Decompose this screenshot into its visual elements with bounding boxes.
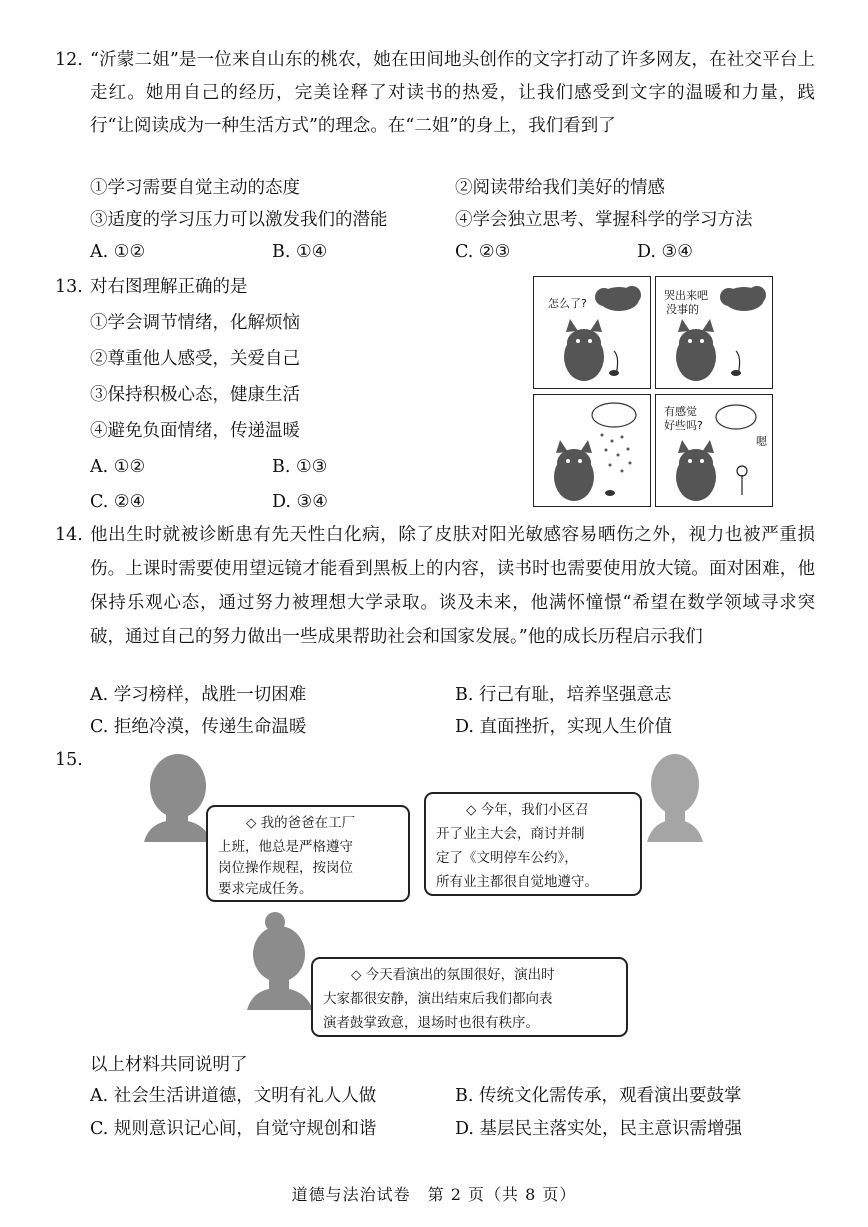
bubble-line: 要求完成任务。 — [218, 881, 313, 897]
item-4: ④学会独立思考、掌握科学的学习方法 — [455, 210, 753, 230]
question-stem: 对右图理解正确的是 — [90, 277, 248, 297]
option-a[interactable]: A. ①② — [90, 242, 146, 262]
item-4: ④避免负面情绪，传递温暖 — [90, 421, 300, 441]
option-b[interactable]: B. 行己有耻，培养坚强意志 — [455, 685, 672, 705]
question-14 — [55, 518, 815, 654]
bubble-line: 开了业主大会，商讨并制 — [436, 826, 585, 842]
bubble-line: ◇ 今年，我们小区召 — [466, 802, 589, 818]
comic-strip — [533, 276, 773, 508]
item-3: ③适度的学习压力可以激发我们的潜能 — [90, 210, 388, 230]
woman-silhouette-icon — [245, 910, 317, 1010]
question-12 — [55, 44, 815, 143]
speech-bubble-2 — [424, 792, 642, 896]
question-stem: “沂蒙二姐”是一位来自山东的桃农，她在田间地头创作的文字打动了许多网友，在社交平台上走红。她用自己的经历，完美诠释了对读书的热爱，让我们感受到文字的温暖和力量，践行“让阅读成为一种生活方式”的理念。在“二姐”的身上，我们看到了 — [90, 50, 815, 136]
option-a[interactable]: A. 社会生活讲道德，文明有礼人人做 — [90, 1086, 377, 1106]
rain-cloud-cat-icon — [534, 395, 650, 506]
option-c[interactable]: C. ②③ — [455, 242, 511, 262]
bubble-line: 岗位操作规程，按岗位 — [218, 860, 353, 876]
bubble-line: 所有业主都很自觉地遵守。 — [436, 874, 598, 890]
bubble-line: ◇ 今天看演出的氛围很好，演出时 — [351, 967, 555, 983]
item-2: ②尊重他人感受，关爱自己 — [90, 349, 300, 369]
speech-text: 嗯 — [756, 435, 767, 448]
question-number: 13. — [55, 277, 83, 297]
option-a[interactable]: A. 学习榜样，战胜一切困难 — [90, 685, 307, 705]
speech-bubble-1 — [206, 805, 410, 902]
option-d[interactable]: D. 直面挫折，实现人生价值 — [455, 717, 673, 737]
option-b[interactable]: B. 传统文化需传承，观看演出要鼓掌 — [455, 1086, 742, 1106]
option-c[interactable]: C. 规则意识记心间，自觉守规创和谐 — [90, 1119, 377, 1139]
bubble-line: 大家都很安静，演出结束后我们都向表 — [323, 991, 553, 1007]
comic-panel-1 — [533, 276, 651, 389]
option-d[interactable]: D. 基层民主落实处，民主意识需增强 — [455, 1119, 743, 1139]
question-stem: 以上材料共同说明了 — [90, 1055, 248, 1075]
speech-text: 有感觉 — [664, 405, 697, 418]
comic-panel-4 — [655, 394, 773, 507]
speech-text: 好些吗? — [664, 419, 703, 432]
speech-bubble-3 — [311, 957, 628, 1037]
option-d[interactable]: D. ③④ — [637, 242, 693, 262]
question-number: 12. — [55, 50, 83, 70]
option-a[interactable]: A. ①② — [90, 457, 146, 477]
comic-panel-3 — [533, 394, 651, 507]
option-c[interactable]: C. ②④ — [90, 492, 146, 512]
bubble-line: ◇ 我的爸爸在工厂 — [246, 815, 356, 831]
question-number: 15. — [55, 750, 83, 770]
item-1: ①学会调节情绪，化解烦恼 — [90, 313, 300, 333]
item-3: ③保持积极心态，健康生活 — [90, 385, 300, 405]
item-1: ①学习需要自觉主动的态度 — [90, 178, 300, 198]
option-d[interactable]: D. ③④ — [272, 492, 328, 512]
page-footer: 道德与法治试卷 第 2 页（共 8 页） — [291, 1185, 577, 1204]
speech-text: 哭出来吧 — [664, 289, 708, 302]
item-2: ②阅读带给我们美好的情感 — [455, 178, 665, 198]
bubble-line: 上班，他总是严格遵守 — [218, 839, 353, 855]
option-c[interactable]: C. 拒绝冷漠，传递生命温暖 — [90, 717, 307, 737]
speech-text: 没事的 — [666, 303, 699, 316]
question-number: 14. — [55, 525, 83, 545]
bubble-line: 演者鼓掌致意，退场时也很有秩序。 — [323, 1015, 539, 1031]
bubble-line: 定了《文明停车公约》， — [436, 850, 578, 866]
option-b[interactable]: B. ①④ — [272, 242, 328, 262]
comic-panel-2 — [655, 276, 773, 389]
option-b[interactable]: B. ①③ — [272, 457, 328, 477]
girl-silhouette-icon — [645, 750, 705, 842]
sad-cat-icon — [534, 277, 650, 388]
question-stem: 他出生时就被诊断患有先天性白化病，除了皮肤对阳光敏感容易晒伤之外，视力也被严重损伤。上课时需要使用望远镜才能看到黑板上的内容，读书时也需要使用放大镜。面对困难，他保持乐观心态，通过努力被理想大学录取。谈及未来，他满怀憧憬“希望在数学领域寻求突破，通过自己的努力做出一些成果帮助社会和国家发展。”他的成长历程启示我们 — [90, 525, 815, 647]
speech-text: 怎么了? — [548, 297, 587, 310]
